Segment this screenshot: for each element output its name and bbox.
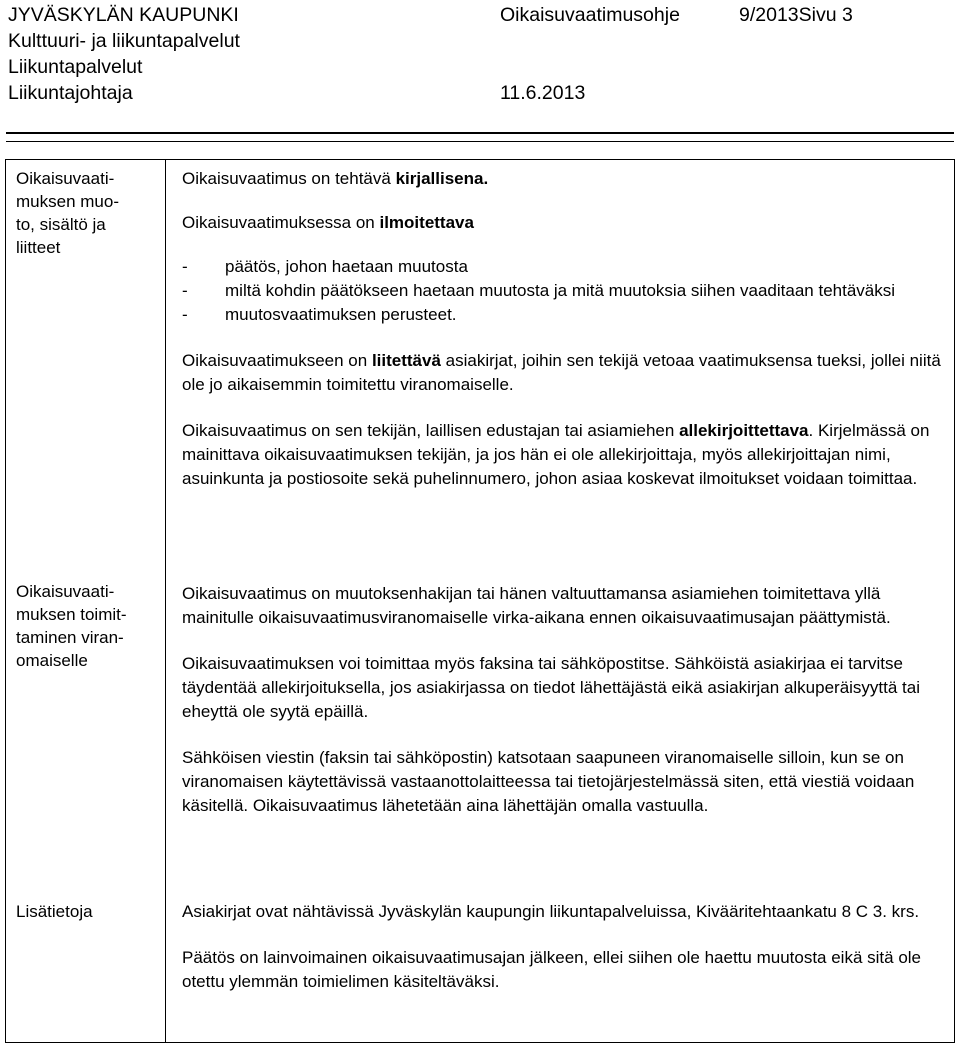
list-item: - päätös, johon haetaan muutosta xyxy=(182,255,942,279)
delivery-paragraph-1: Oikaisuvaatimus on muutoksenhakijan tai hänen valtuuttamansa asiamiehen toimitettava yllä mainitulle oikaisuvaatimusviranomaiselle virka-aikana ennen oikaisuvaatimusajan päättymistä. xyxy=(182,584,891,627)
form-paragraph-2: Oikaisuvaatimuksessa on ilmoitettava xyxy=(182,213,474,232)
doc-date: 11.6.2013 xyxy=(500,82,586,104)
org-name: JYVÄSKYLÄN KAUPUNKI xyxy=(8,4,239,26)
instruction-table xyxy=(5,159,955,1043)
info-paragraph-1: Asiakirjat ovat nähtävissä Jyväskylän kaupungin liikuntapalveluissa, Kivääritehtaankatu 8 C 3. krs. xyxy=(182,902,920,921)
doc-type: Oikaisuvaatimusohje xyxy=(500,4,680,26)
form-paragraph-1: Oikaisuvaatimus on tehtävä kirjallisena. xyxy=(182,169,489,188)
column-divider xyxy=(165,160,166,1042)
section-content-delivery xyxy=(182,582,942,840)
section-content-form xyxy=(182,167,942,513)
info-paragraph-2: Päätös on lainvoimainen oikaisuvaatimusajan jälkeen, ellei siihen ole haettu muutosta eikä sitä ole otettu ylemmän toimielimen käsiteltäväksi. xyxy=(182,948,922,991)
doc-ref: 9/2013Sivu 3 xyxy=(739,4,853,26)
section-label-info: Lisätietoja xyxy=(16,902,93,921)
section-label-form: Oikaisuvaati- muksen muo- to, sisältö ja liitteet xyxy=(16,169,119,257)
list-item: - miltä kohdin päätökseen haetaan muutosta ja mitä muutoksia siihen vaaditaan tehtäväksi xyxy=(182,279,942,303)
requirements-list xyxy=(182,255,942,327)
document-header xyxy=(0,0,960,110)
header-divider xyxy=(6,132,954,134)
department: Kulttuuri- ja liikuntapalvelut xyxy=(8,30,240,52)
unit: Liikuntapalvelut xyxy=(8,56,143,78)
header-divider-thin xyxy=(6,141,954,142)
delivery-paragraph-3: Sähköisen viestin (faksin tai sähköpostin) katsotaan saapuneen viranomaiselle silloin, kun se on viranomaisen käytettävissä vastaanottolaitteessa tai tietojärjestelmässä siten, että viestiä voidaan käsitellä. Oikaisuvaatimus lähetetään aina lähettäjän omalla vastuulla. xyxy=(182,748,915,815)
section-content-info xyxy=(182,900,942,1016)
section-label-delivery: Oikaisuvaati- muksen toimit- taminen viran- omaiselle xyxy=(16,582,127,670)
signer-title: Liikuntajohtaja xyxy=(8,82,133,104)
list-item: - muutosvaatimuksen perusteet. xyxy=(182,303,942,327)
delivery-paragraph-2: Oikaisuvaatimuksen voi toimittaa myös faksina tai sähköpostitse. Sähköistä asiakirjaa ei tarvitse täydentää allekirjoituksella, jos asiakirjassa on tiedot lähettäjästä eikä asiakirjan alkuperäisyyttä tai eheyttä ole syytä epäillä. xyxy=(182,654,921,721)
form-paragraph-3: Oikaisuvaatimukseen on liitettävä asiakirjat, joihin sen tekijä vetoaa vaatimuksensa tueksi, jollei niitä ole jo aikaisemmin toimitettu viranomaiselle. xyxy=(182,351,941,394)
form-paragraph-4: Oikaisuvaatimus on sen tekijän, laillisen edustajan tai asiamiehen allekirjoittettava. Kirjelmässä on mainittava oikaisuvaatimuksen tekijän, ja jos hän ei ole allekirjoittaja, myös allekirjoittajan nimi, asuinkunta ja postiosoite sekä puhelinnumero, johon asiaa koskevat ilmoitukset voidaan toimittaa. xyxy=(182,421,930,488)
